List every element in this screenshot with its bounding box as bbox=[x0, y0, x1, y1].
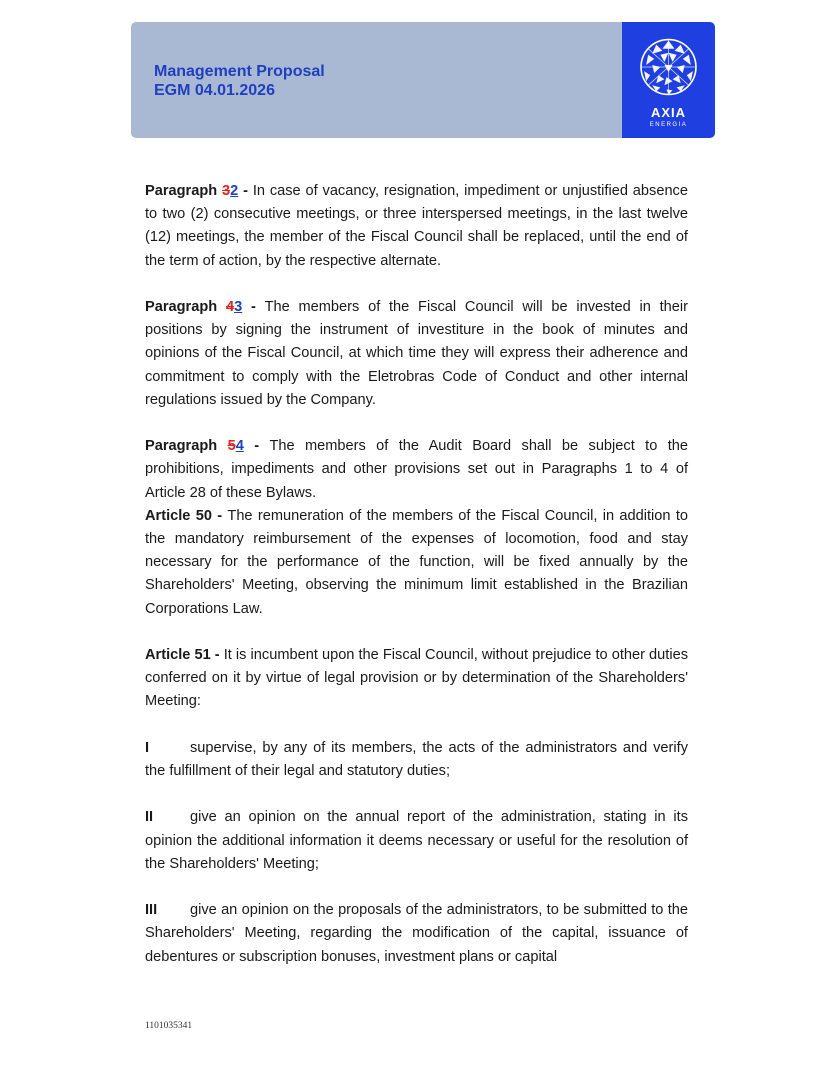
label-dash: - bbox=[243, 438, 270, 455]
axia-logo bbox=[622, 22, 715, 138]
article-text: The remuneration of the members of the Fiscal Council, in addition to the mandatory reimbursement of the expenses of locomotion, food and stay necessary for the performance of the function, will be fixed annually by the Shareholders' Meeting, observing the minimum limit established in the Brazilian Corporations Law. bbox=[145, 507, 688, 617]
paragraph-4 bbox=[145, 435, 688, 505]
item-text: supervise, by any of its members, the acts of the administrators and verify the fulfillment of their legal and statutory duties; bbox=[145, 739, 688, 780]
label-dash: - bbox=[242, 299, 265, 315]
deleted-number: 4 bbox=[225, 299, 235, 315]
article-50 bbox=[145, 505, 688, 621]
document-id: 1101035341 bbox=[145, 1021, 193, 1031]
article-label: Article 50 - bbox=[145, 507, 228, 524]
article-51 bbox=[145, 644, 688, 714]
title-line-1: Management Proposal bbox=[154, 63, 325, 80]
paragraph-text: The members of the Fiscal Council will be invested in their positions by signing the instrument of investiture in the book of minutes and opinions of the Fiscal Council, at which time they will express their adherence and commitment to comply with the Eletrobras Code of Conduct and other internal regulations issued by the Company. bbox=[145, 299, 688, 408]
paragraph-text: The members of the Audit Board shall be subject to the prohibitions, impediments and other provisions set out in Paragraphs 1 to 4 of Article 28 of these Bylaws. bbox=[145, 438, 688, 501]
title-line-2: EGM 04.01.2026 bbox=[154, 82, 275, 99]
roman-numeral: II bbox=[145, 809, 154, 826]
paragraph-3 bbox=[145, 296, 688, 412]
logo-subtitle: ENERGIA bbox=[649, 122, 688, 128]
article-text: It is incumbent upon the Fiscal Council, without prejudice to other duties conferred on it by virtue of legal provision or by determination of the Shareholders' Meeting: bbox=[145, 647, 688, 710]
roman-numeral: I bbox=[145, 739, 150, 756]
inserted-number: 4 bbox=[235, 438, 244, 455]
paragraph-label: Paragraph bbox=[145, 183, 223, 199]
deleted-number: 5 bbox=[227, 438, 236, 455]
article-label: Article 51 - bbox=[145, 647, 224, 664]
inserted-number: 3 bbox=[234, 299, 243, 315]
globe-icon bbox=[638, 36, 699, 98]
item-text: give an opinion on the proposals of the administrators, to be submitted to the Shareholders' Meeting, regarding the modification of the capital, issuance of debentures or subscription bonuses, investment plans or capital bbox=[145, 902, 688, 965]
paragraph-label: Paragraph bbox=[145, 438, 228, 455]
item-ii bbox=[145, 806, 688, 876]
inserted-number: 2 bbox=[230, 183, 239, 199]
roman-numeral: III bbox=[145, 902, 158, 919]
logo-wordmark: AXIA bbox=[650, 105, 687, 120]
document-body bbox=[145, 180, 688, 969]
item-text: give an opinion on the annual report of the administration, stating in its opinion the additional information it deems necessary or useful for the resolution of the Shareholders' Meeting; bbox=[145, 809, 688, 872]
item-iii bbox=[145, 899, 688, 969]
label-dash: - bbox=[238, 183, 253, 199]
document-title bbox=[154, 62, 325, 100]
paragraph-text: In case of vacancy, resignation, impediment or unjustified absence to two (2) consecutive meetings, or three interspersed meetings, in the last twelve (12) meetings, the member of the Fiscal Council shall be replaced, until the end of the term of action, by the respective alternate. bbox=[145, 183, 688, 269]
paragraph-2 bbox=[145, 180, 688, 273]
item-i bbox=[145, 737, 688, 783]
paragraph-label: Paragraph bbox=[145, 299, 226, 315]
deleted-number: 3 bbox=[222, 183, 231, 199]
